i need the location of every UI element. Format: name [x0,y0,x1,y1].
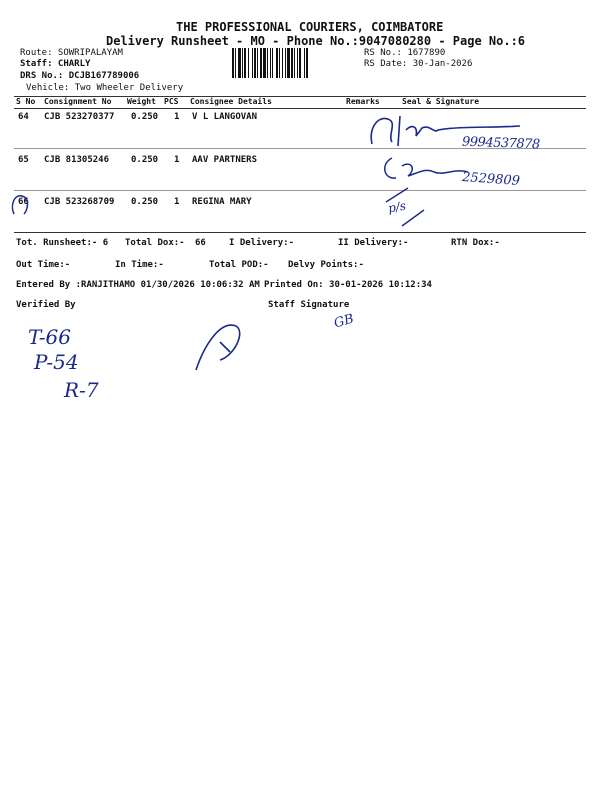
company-title: THE PROFESSIONAL COURIERS, COIMBATORE [176,20,444,34]
row-sno: 66 [18,197,29,207]
i-delivery: I Delivery:- [229,238,295,248]
row-sno: 65 [18,155,29,165]
row64-handwritten-number: 9994537878 [461,134,540,153]
row-consignee: AAV PARTNERS [192,155,258,165]
route-label: Route: SOWRIPALAYAM [20,48,123,58]
row-pcs: 1 [174,155,180,165]
col-header-weight: Weight [127,97,156,106]
row66-handwritten-circle [8,190,38,220]
rtn-dox: RTN Dox:- [451,238,500,248]
tally-total: T-66 [28,325,71,349]
delvy-points: Delvy Points:- [288,260,364,270]
col-header-seal-signature: Seal & Signature [402,97,480,106]
verified-by: Verified By [16,300,76,310]
printed-on: Printed On: 30-01-2026 10:12:34 [264,280,432,290]
in-time: In Time:- [115,260,164,270]
tally-return: R-7 [64,378,99,402]
drs-number: DRS No.: DCJB167789006 [20,71,140,81]
col-header-consignment: Consignment No [44,97,112,106]
row-consignee: V L LANGOVAN [192,112,258,122]
barcode [232,48,360,78]
table-bottom-rule [14,232,586,233]
verified-signature [190,316,250,376]
tot-runsheet: Tot. Runsheet:- 6 [16,238,109,248]
row-pcs: 1 [174,197,180,207]
row-weight: 0.250 [131,155,159,165]
runsheet-subtitle: Delivery Runsheet - MO - Phone No.:9047080280 - Page No.:6 [106,34,526,48]
col-header-sno: S No [16,97,36,106]
col-header-pcs: PCS [164,97,179,106]
row-pcs: 1 [174,112,180,122]
tally-pod: P-54 [34,350,79,374]
row-weight: 0.250 [131,197,159,207]
row-consignment: CJB 523270377 [44,112,115,122]
vehicle-label: Vehicle: Two Wheeler Delivery [26,83,184,93]
row-weight: 0.250 [131,112,159,122]
ii-delivery: II Delivery:- [338,238,409,248]
row66-handwritten-note: p/s [386,198,407,216]
rs-number: RS No.: 1677890 [364,48,446,58]
row-sno: 64 [18,112,29,122]
entered-by: Entered By :RANJITHAMO 01/30/2026 10:06:32 AM [16,280,260,290]
col-header-consignee: Consignee Details [190,97,272,106]
row-consignee: REGINA MARY [192,197,252,207]
total-dox-label: Total Dox:- [125,238,185,248]
rs-date: RS Date: 30-Jan-2026 [364,59,473,69]
total-dox-value: 66 [195,238,206,248]
row65-handwritten-number: 2529809 [461,169,521,190]
staff-label: Staff: CHARLY [20,59,91,69]
staff-initials: GB [332,311,356,332]
out-time: Out Time:- [16,260,71,270]
row-consignment: CJB 523268709 [44,197,115,207]
col-header-remarks: Remarks [346,97,380,106]
staff-signature-label: Staff Signature [268,300,350,310]
row-divider [14,190,586,191]
total-pod: Total POD:- [209,260,269,270]
row-consignment: CJB 81305246 [44,155,110,165]
